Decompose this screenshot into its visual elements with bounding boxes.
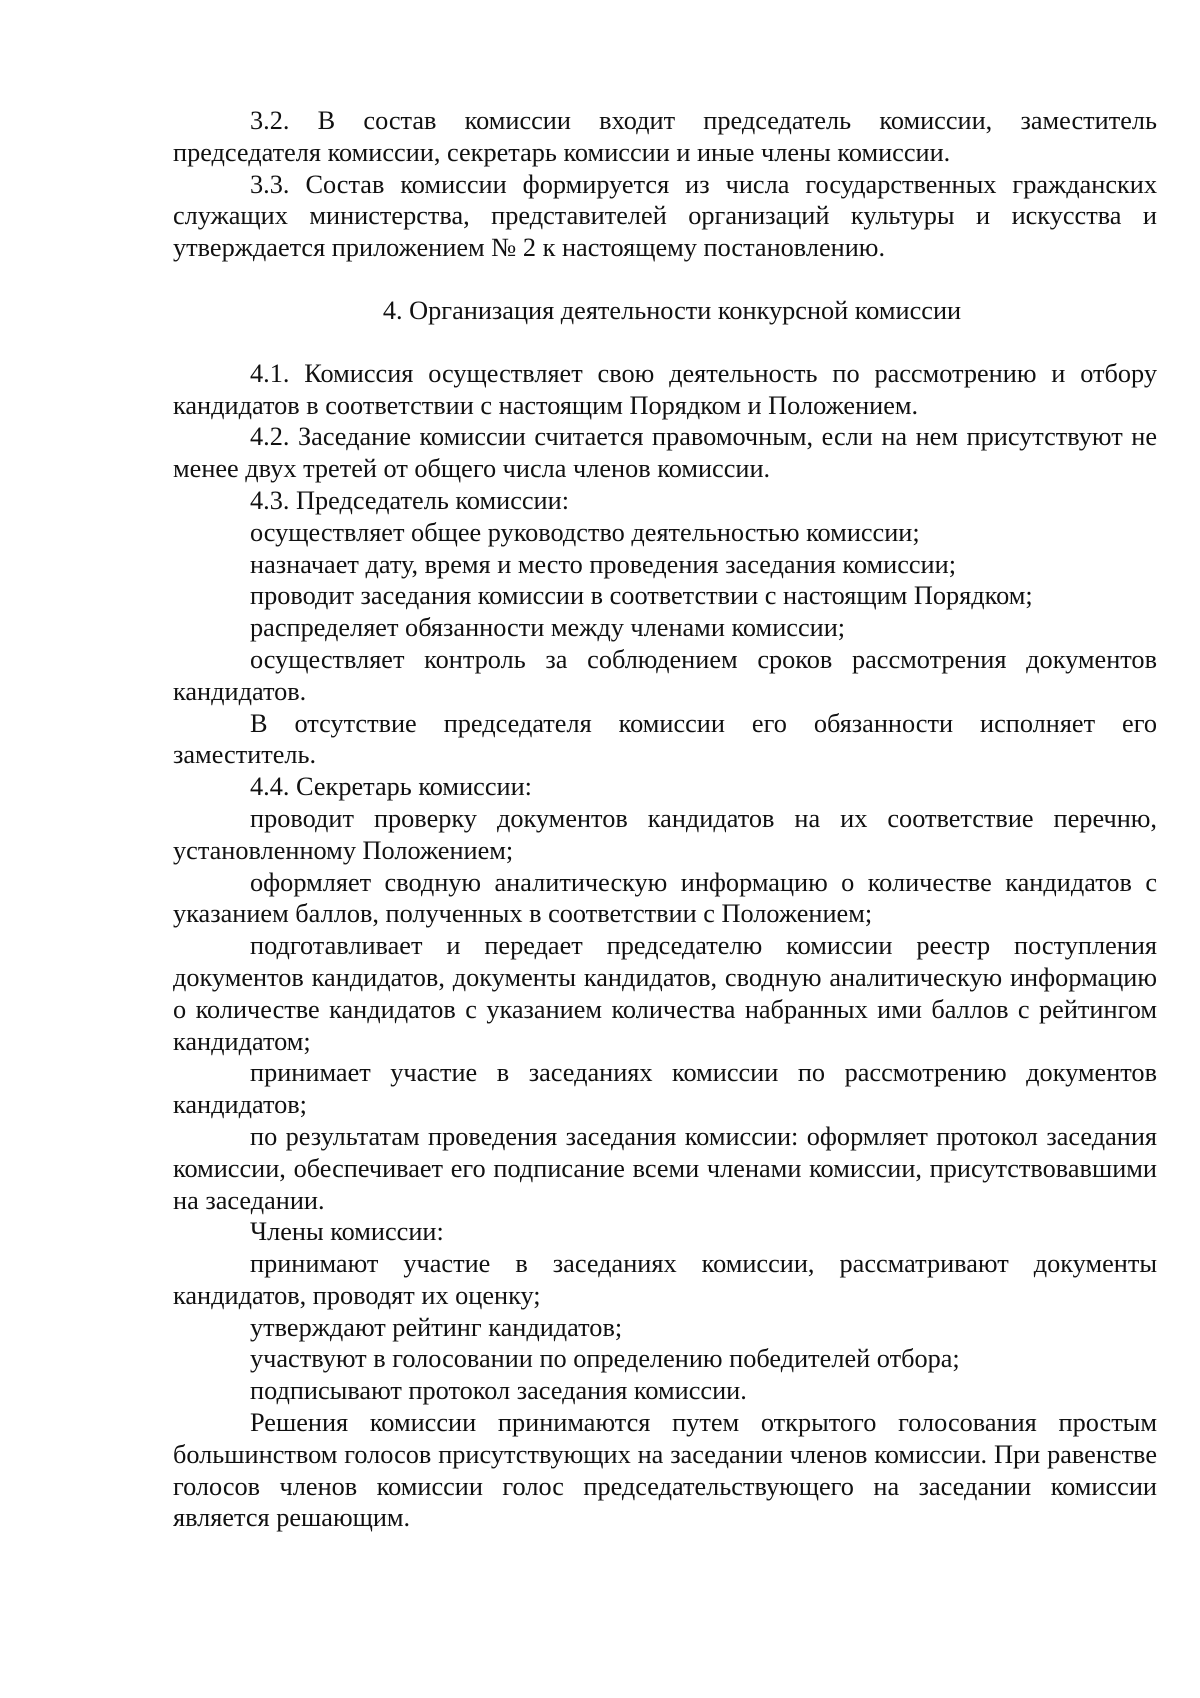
chair-absence-paragraph: В отсутствие председателя комиссии его обязанности исполняет его заместитель. (173, 708, 1157, 770)
paragraph-4-4: 4.4. Секретарь комиссии: (250, 772, 532, 802)
decisions-paragraph: Решения комиссии принимаются путем открытого голосования простым большинством голосов присутствующих на заседании членов комиссии. При равенстве голосов членов комиссии голос председательствующего на заседании комиссии является решающим. (173, 1408, 1157, 1533)
member-duty-item: подписывают протокол заседания комиссии. (250, 1376, 747, 1406)
chair-duty-item: проводит заседания комиссии в соответствии с настоящим Порядком; (250, 581, 1033, 611)
document-page (173, 105, 1157, 1534)
secretary-duty-item: принимает участие в заседаниях комиссии по рассмотрению документов кандидатов; (173, 1058, 1157, 1120)
spacer (173, 327, 1157, 358)
secretary-duty-item: подготавливает и передает председателю комиссии реестр поступления документов кандидатов, документы кандидатов, сводную аналитическую информацию о количестве кандидатов с указанием количества набранных ими баллов с рейтингом кандидатом; (173, 931, 1157, 1056)
member-duty-item: принимают участие в заседаниях комиссии, рассматривают документы кандидатов, проводят их оценку; (173, 1249, 1157, 1310)
paragraph-4-2: 4.2. Заседание комиссии считается правомочным, если на нем присутствуют не менее двух третей от общего числа членов комиссии. (173, 422, 1157, 484)
secretary-duty-item: по результатам проведения заседания комиссии: оформляет протокол заседания комиссии, обеспечивает его подписание всеми членами комиссии, присутствовавшими на заседании. (173, 1121, 1157, 1215)
chair-duty-item: осуществляет контроль за соблюдением сроков рассмотрения документов кандидатов. (173, 644, 1157, 706)
chair-duty-item: осуществляет общее руководство деятельностью комиссии; (250, 517, 920, 547)
spacer (173, 264, 1157, 295)
member-duty-item: утверждают рейтинг кандидатов; (250, 1312, 623, 1342)
secretary-duty-item: оформляет сводную аналитическую информацию о количестве кандидатов с указанием баллов, полученных в соответствии с Положением; (173, 867, 1157, 929)
paragraph-4-1: 4.1. Комиссия осуществляет свою деятельность по рассмотрению и отбору кандидатов в соответствии с настоящим Порядком и Положением. (173, 358, 1157, 420)
paragraph-3-3: 3.3. Состав комиссии формируется из числа государственных гражданских служащих министерства, представителей организаций культуры и искусства и утверждается приложением № 2 к настоящему постановлению. (173, 169, 1157, 263)
member-duty-item: участвуют в голосовании по определению победителей отбора; (250, 1344, 960, 1374)
members-heading-paragraph: Члены комиссии: (250, 1217, 444, 1247)
paragraph-3-2: 3.2. В состав комиссии входит председатель комиссии, заместитель председателя комиссии, секретарь комиссии и иные члены комиссии. (173, 106, 1157, 167)
secretary-duty-item: проводит проверку документов кандидатов на их соответствие перечню, установленному Положением; (173, 803, 1157, 865)
chair-duty-item: распределяет обязанности между членами комиссии; (250, 613, 846, 643)
chair-duty-item: назначает дату, время и место проведения заседания комиссии; (250, 549, 957, 579)
paragraph-4-3: 4.3. Председатель комиссии: (250, 485, 570, 515)
section-heading: 4. Организация деятельности конкурсной комиссии (382, 295, 962, 325)
